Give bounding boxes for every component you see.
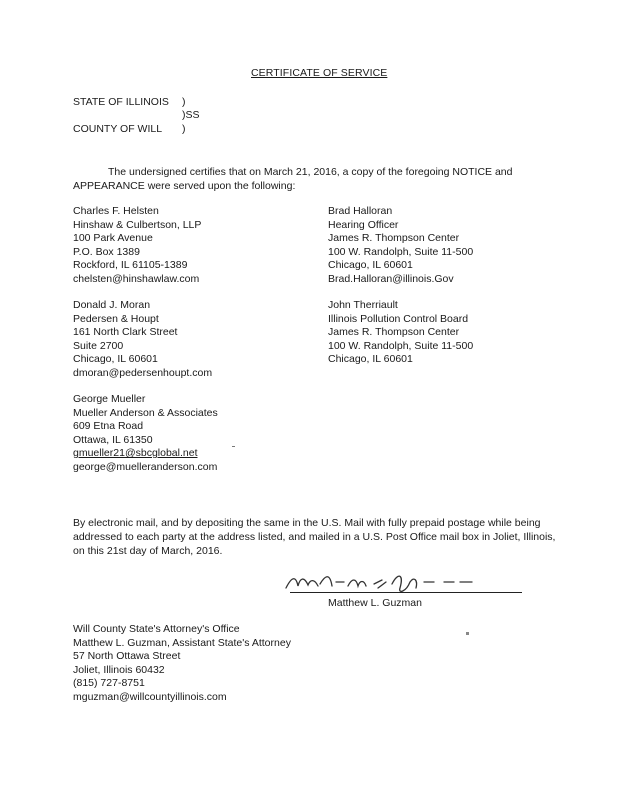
- intro-line-1: The undersigned certifies that on March 21, 2016, a copy of the foregoing NOTICE and: [108, 166, 513, 178]
- office-line: 57 North Ottawa Street: [73, 650, 181, 662]
- office-email[interactable]: mguzman@willcountyillinois.com: [73, 690, 227, 703]
- document-title: CERTIFICATE OF SERVICE: [251, 67, 388, 79]
- recipient-line: 161 North Clark Street: [73, 326, 178, 338]
- recipient-mueller: [73, 393, 218, 474]
- recipient-email[interactable]: gmueller21@sbcglobal.net: [73, 447, 198, 459]
- recipient-email[interactable]: Brad.Halloran@illinois.Gov: [328, 272, 454, 285]
- intro-line-2: APPEARANCE were served upon the following:: [73, 180, 296, 192]
- recipient-line: 100 Park Avenue: [73, 232, 153, 244]
- recipient-line: Chicago, IL 60601: [73, 353, 158, 365]
- recipient-line: Rockford, IL 61105-1389: [73, 259, 188, 271]
- recipient-email[interactable]: dmoran@pedersenhoupt.com: [73, 366, 213, 379]
- office-line: (815) 727-8751: [73, 677, 145, 689]
- recipient-line: George Mueller: [73, 393, 146, 405]
- recipient-line: Ottawa, IL 61350: [73, 433, 153, 446]
- recipient-email-2[interactable]: george@muelleranderson.com: [73, 460, 218, 473]
- recipient-halloran: [328, 205, 473, 286]
- recipient-line: Hearing Officer: [328, 218, 399, 231]
- recipient-line: Suite 2700: [73, 339, 124, 352]
- recipient-line: Chicago, IL 60601: [328, 259, 413, 271]
- recipient-line: Chicago, IL 60601: [328, 353, 413, 365]
- recipient-therriault: [328, 299, 473, 367]
- signer-name: Matthew L. Guzman: [328, 597, 422, 609]
- recipient-line: Mueller Anderson & Associates: [73, 406, 218, 419]
- recipient-line: Donald J. Moran: [73, 299, 151, 311]
- caption-paren-2: ): [182, 123, 186, 135]
- recipient-line: Brad Halloran: [328, 205, 393, 217]
- service-line-1: By electronic mail, and by depositing the same in the U.S. Mail with fully prepaid postage while being: [73, 517, 541, 529]
- scan-mark: [466, 632, 469, 635]
- office-block: [73, 623, 291, 704]
- recipient-line: 609 Etna Road: [73, 420, 144, 432]
- office-line: Joliet, Illinois 60432: [73, 663, 165, 676]
- caption-paren-1: ): [182, 96, 186, 108]
- service-line-2: addressed to each party at the address listed, and mailed in a U.S. Post Office mail box in Joliet, Illinois,: [73, 531, 556, 543]
- recipient-line: John Therriault: [328, 299, 398, 311]
- signature-line: [290, 592, 522, 593]
- recipient-line: Hinshaw & Culbertson, LLP: [73, 218, 202, 231]
- office-line: Matthew L. Guzman, Assistant State's Attorney: [73, 636, 291, 649]
- recipient-helsten: [73, 205, 201, 286]
- office-line: Will County State's Attorney's Office: [73, 623, 240, 635]
- recipient-line: Illinois Pollution Control Board: [328, 312, 469, 325]
- caption-county: COUNTY OF WILL: [73, 123, 163, 135]
- recipient-moran: [73, 299, 212, 380]
- recipient-email[interactable]: chelsten@hinshawlaw.com: [73, 272, 200, 285]
- recipient-line: James R. Thompson Center: [328, 326, 460, 338]
- scan-mark: [232, 446, 235, 447]
- recipient-line: 100 W. Randolph, Suite 11-500: [328, 339, 474, 352]
- recipient-line: Pedersen & Houpt: [73, 312, 159, 325]
- caption-ss: )SS: [182, 109, 200, 121]
- recipient-line: P.O. Box 1389: [73, 245, 140, 258]
- recipient-line: Charles F. Helsten: [73, 205, 159, 217]
- recipient-line: James R. Thompson Center: [328, 232, 460, 244]
- caption-state: STATE OF ILLINOIS: [73, 96, 169, 108]
- service-line-3: on this 21st day of March, 2016.: [73, 545, 223, 557]
- recipient-line: 100 W. Randolph, Suite 11-500: [328, 245, 474, 258]
